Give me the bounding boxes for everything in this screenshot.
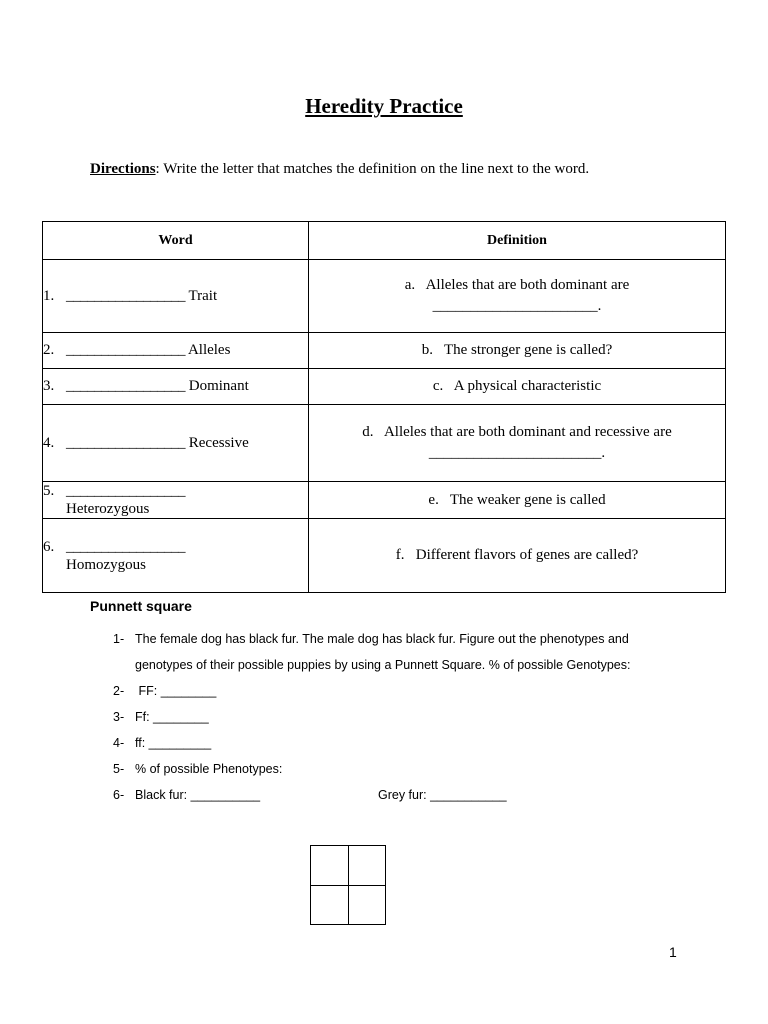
matching-table bbox=[42, 221, 726, 593]
word-term: Heterozygous bbox=[66, 501, 150, 517]
item-number: 3- bbox=[113, 710, 125, 724]
definition-text: Alleles that are both dominant and recessive are bbox=[383, 424, 672, 440]
table-row bbox=[43, 405, 726, 482]
directions bbox=[90, 161, 589, 178]
definition-cell bbox=[309, 260, 726, 333]
definition-column-header: Definition bbox=[309, 222, 726, 260]
row-number: 5. bbox=[43, 483, 55, 499]
answer-blank[interactable]: _________________ bbox=[66, 342, 185, 358]
answer-blank[interactable]: _________________ bbox=[66, 538, 185, 555]
word-term: Recessive bbox=[188, 434, 249, 451]
word-cell bbox=[43, 482, 309, 519]
item-text: % of possible Phenotypes: bbox=[135, 762, 283, 776]
table-row bbox=[43, 369, 726, 405]
word-term: Alleles bbox=[187, 342, 231, 358]
page-title: Heredity Practice bbox=[305, 94, 463, 118]
definition-text: Alleles that are both dominant are bbox=[425, 277, 630, 293]
page-number: 1 bbox=[669, 944, 677, 960]
answer-blank[interactable]: _________________ bbox=[66, 378, 185, 394]
definition-text: The stronger gene is called? bbox=[443, 342, 613, 358]
definition-text: Different flavors of genes are called? bbox=[415, 547, 639, 563]
definition-cell bbox=[309, 482, 726, 519]
word-cell bbox=[43, 369, 309, 405]
answer-blank[interactable]: _________________ bbox=[66, 434, 185, 451]
answer-blank[interactable]: _________________ bbox=[66, 483, 185, 499]
black-fur-blank[interactable]: Black fur: __________ bbox=[135, 788, 261, 802]
word-cell bbox=[43, 260, 309, 333]
table-row bbox=[43, 333, 726, 369]
word-column-header: Word bbox=[43, 222, 309, 260]
answer-blank[interactable]: _________________ bbox=[66, 287, 185, 304]
grey-fur-blank[interactable]: Grey fur: ___________ bbox=[378, 788, 507, 802]
word-term: Dominant bbox=[188, 378, 249, 394]
grid-divider-horizontal bbox=[311, 885, 385, 886]
definition-cell bbox=[309, 333, 726, 369]
row-number: 6. bbox=[43, 538, 55, 555]
definition-letter: f. bbox=[395, 547, 405, 563]
row-number: 4. bbox=[43, 434, 55, 451]
definition-blank[interactable]: _______________________. bbox=[428, 445, 606, 461]
item-text[interactable]: Ff: ________ bbox=[135, 710, 209, 724]
row-number: 1. bbox=[43, 287, 55, 304]
definition-letter: b. bbox=[421, 342, 433, 358]
word-term: Trait bbox=[188, 287, 218, 304]
directions-label: Directions bbox=[90, 161, 156, 177]
item-number: 2- bbox=[113, 684, 125, 698]
row-number: 3. bbox=[43, 378, 55, 394]
item-text[interactable]: FF: ________ bbox=[135, 684, 217, 698]
definition-text: The weaker gene is called bbox=[449, 491, 606, 508]
table-header-row bbox=[43, 222, 726, 260]
directions-text: : Write the letter that matches the definition on the line next to the word. bbox=[155, 161, 590, 177]
definition-cell bbox=[309, 405, 726, 482]
item-number: 1- bbox=[113, 632, 125, 646]
row-number: 2. bbox=[43, 342, 55, 358]
punnett-heading: Punnett square bbox=[90, 598, 192, 614]
word-cell bbox=[43, 519, 309, 593]
word-cell bbox=[43, 405, 309, 482]
definition-letter: d. bbox=[362, 424, 374, 440]
definition-cell bbox=[309, 369, 726, 405]
item-text[interactable]: ff: _________ bbox=[135, 736, 212, 750]
table-row bbox=[43, 482, 726, 519]
word-term: Homozygous bbox=[66, 556, 146, 573]
word-cell bbox=[43, 333, 309, 369]
item-number: 6- bbox=[113, 788, 125, 802]
definition-cell bbox=[309, 519, 726, 593]
definition-text: A physical characteristic bbox=[453, 378, 602, 394]
definition-blank[interactable]: ______________________. bbox=[432, 298, 602, 314]
item-text: The female dog has black fur. The male dog has black fur. Figure out the phenotypes and bbox=[135, 632, 629, 646]
table-row bbox=[43, 260, 726, 333]
punnett-square-grid[interactable] bbox=[310, 845, 386, 925]
definition-letter: a. bbox=[404, 277, 416, 293]
definition-letter: c. bbox=[432, 378, 444, 394]
item-number: 5- bbox=[113, 762, 125, 776]
table-row bbox=[43, 519, 726, 593]
item-number: 4- bbox=[113, 736, 125, 750]
definition-letter: e. bbox=[428, 491, 439, 508]
item-text: genotypes of their possible puppies by using a Punnett Square. % of possible Genotypes: bbox=[135, 658, 631, 672]
